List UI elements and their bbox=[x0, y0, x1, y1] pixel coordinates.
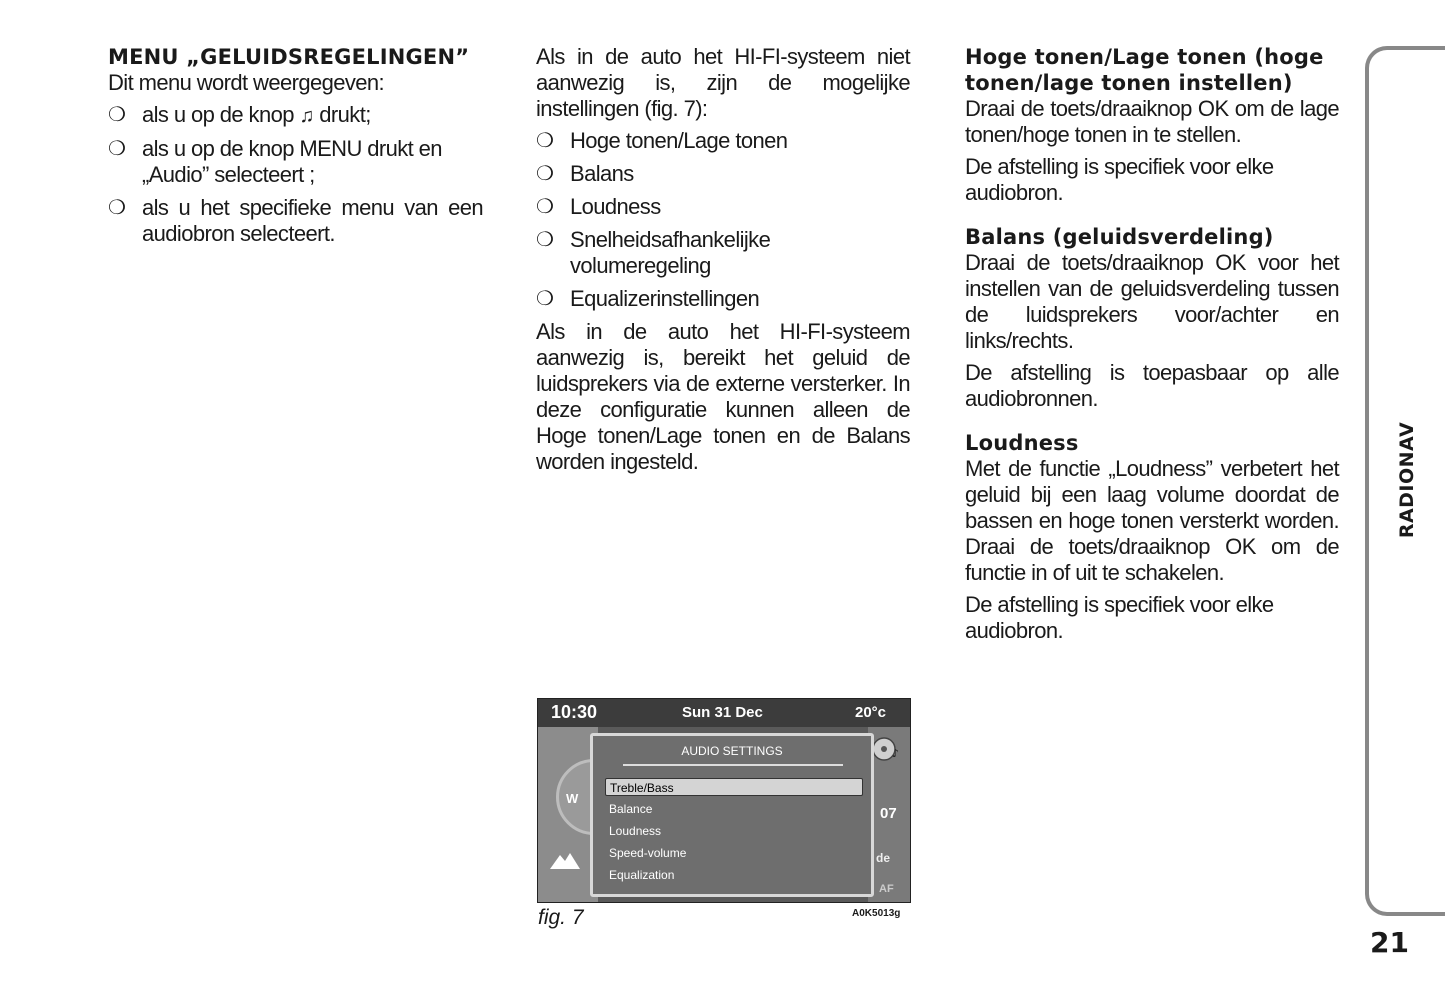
menu-item-equalization[interactable]: Equalization bbox=[609, 868, 675, 882]
chapter-label: RADIONAV bbox=[1396, 421, 1418, 539]
bullet-icon: ❍ bbox=[536, 288, 554, 310]
paragraph: De afstelling is specifiek voor elke audiobron. bbox=[965, 154, 1274, 205]
paragraph: Als in de auto het HI-FI-systeem niet aanwezig is, zijn de mogelijke instellingen (fig. 7): bbox=[536, 44, 910, 121]
audio-settings-screen-figure bbox=[537, 698, 911, 903]
station-label: de bbox=[876, 851, 891, 865]
bullet-icon: ❍ bbox=[536, 130, 554, 152]
af-indicator: AF bbox=[879, 883, 894, 895]
bullet-icon: ❍ bbox=[536, 229, 554, 251]
column-left bbox=[108, 44, 483, 254]
column-right bbox=[965, 44, 1339, 650]
figure-caption: fig. 7 bbox=[538, 906, 584, 929]
menu-item-balance[interactable]: Balance bbox=[609, 802, 653, 816]
svg-text:♪: ♪ bbox=[892, 747, 900, 760]
bullet-icon: ❍ bbox=[108, 104, 126, 126]
date: Sun 31 Dec bbox=[682, 704, 763, 721]
settings-list bbox=[536, 128, 910, 312]
paragraph: Als in de auto het HI-FI-systeem aanwezig is, bereikt het geluid de luidsprekers via de externe versterker. In deze configuratie kunnen alleen de Hoge tonen/Lage tonen en de Balans worden ingesteld. bbox=[536, 319, 910, 474]
music-note-icon: ♫ bbox=[299, 105, 314, 127]
list-item: ❍ Equalizerinstellingen bbox=[536, 286, 760, 311]
paragraph: Draai de toets/draaiknop OK voor het instellen van de geluidsverdeling tussen de luidsprekers voor/achter en links/rechts. bbox=[965, 250, 1339, 353]
list-item: ❍ als u het specifieke menu van een audiobron selecteert. bbox=[108, 195, 483, 246]
menu-item-speed-volume[interactable]: Speed-volume bbox=[609, 846, 687, 860]
bullet-icon: ❍ bbox=[536, 163, 554, 185]
section-heading-treble-bass: Hoge tonen/Lage tonen (hoge tonen/lage tonen instellen) bbox=[965, 45, 1324, 95]
list-item: ❍ als u op de knop ♫ drukt; bbox=[108, 102, 371, 127]
list-item: ❍ Snelheidsafhankelijke volumeregeling bbox=[536, 227, 771, 278]
compass-letter: W bbox=[566, 791, 579, 806]
paragraph: De afstelling is toepasbaar op alle audiobronnen. bbox=[965, 360, 1339, 411]
page-number: 21 bbox=[1370, 926, 1409, 959]
section-heading-balance: Balans (geluidsverdeling) bbox=[965, 225, 1274, 249]
menu-title: AUDIO SETTINGS bbox=[681, 744, 783, 758]
bullet-icon: ❍ bbox=[108, 138, 126, 160]
paragraph: De afstelling is specifiek voor elke audiobron. bbox=[965, 592, 1274, 643]
bullet-icon: ❍ bbox=[108, 197, 126, 219]
cd-icon bbox=[872, 735, 900, 763]
paragraph: Draai de toets/draaiknop OK om de lage tonen/hoge tonen in te stellen. bbox=[965, 96, 1339, 147]
list-item: ❍ Balans bbox=[536, 161, 634, 186]
bullet-list bbox=[108, 102, 483, 247]
temperature: 20°c bbox=[855, 704, 887, 721]
clock: 10:30 bbox=[551, 702, 598, 722]
mountain-icon bbox=[550, 849, 580, 869]
divider bbox=[623, 764, 843, 766]
column-middle bbox=[536, 44, 910, 481]
list-item: ❍ Hoge tonen/Lage tonen bbox=[536, 128, 788, 153]
status-bar bbox=[538, 699, 910, 727]
paragraph: Met de functie „Loudness” verbetert het geluid bij een laag volume doordat de bassen en hoge tonen versterkt worden. Draai de toets/draaiknop OK om de functie in of uit te schakelen. bbox=[965, 456, 1339, 585]
intro-text: Dit menu wordt weergegeven: bbox=[108, 70, 385, 95]
section-heading-menu: MENU „GELUIDSREGELINGEN” bbox=[108, 45, 470, 69]
menu-item-treble-bass[interactable]: Treble/Bass bbox=[605, 778, 863, 796]
figure-code: A0K5013g bbox=[852, 908, 901, 919]
bullet-icon: ❍ bbox=[536, 196, 554, 218]
list-item: ❍ Loudness bbox=[536, 194, 661, 219]
section-heading-loudness: Loudness bbox=[965, 431, 1079, 455]
menu-item-loudness[interactable]: Loudness bbox=[609, 824, 662, 838]
station-number: 07 bbox=[880, 805, 897, 822]
list-item: ❍ als u op de knop MENU drukt en „Audio” selecteert ; bbox=[108, 136, 442, 187]
audio-settings-menu bbox=[590, 733, 874, 897]
